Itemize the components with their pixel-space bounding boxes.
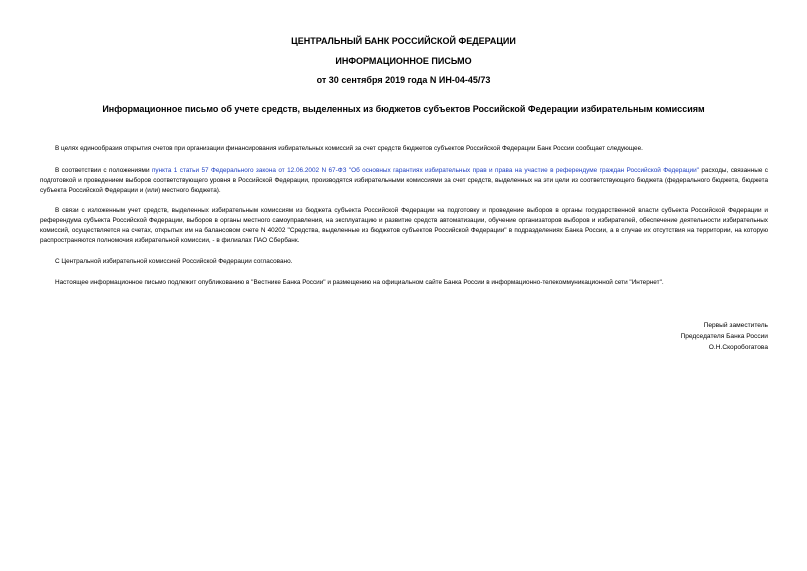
signatory-organization: Председателя Банка России [680,333,768,340]
paragraph-2-intro: В соответствии с положениями [55,167,152,174]
document-title: Информационное письмо об учете средств, выделенных из бюджетов субъектов Российской Федерации избирательным комиссиям [102,104,705,114]
paragraph-2 [40,166,768,196]
document-date-number: от 30 сентября 2019 года N ИН-04-45/73 [316,75,491,85]
paragraph-2-rest: расходы, связанные с подготовкой и проведением выборов соответствующего уровня в Российской Федерации, производятся избирательными комиссиями за счет средств, выделенных на эти цели из соответствующего бюджета (федерального бюджета, бюджета субъекта Российской Федерации и (или) местного бюджета). [40,167,768,194]
signatory-name: О.Н.Скоробогатова [708,344,768,351]
signatory-position: Первый заместитель [703,322,768,329]
paragraph-1: В целях единообразия открытия счетов при организации финансирования избирательных комиссий за счет средств бюджетов субъектов Российской Федерации Банк России сообщает следующее. [55,145,643,152]
issuer-heading: ЦЕНТРАЛЬНЫЙ БАНК РОССИЙСКОЙ ФЕДЕРАЦИИ [291,36,516,46]
paragraph-5: Настоящее информационное письмо подлежит опубликованию в "Вестнике Банка России" и размещению на официальном сайте Банка России в информационно-телекоммуникационной сети "Интернет". [55,279,664,286]
paragraph-3: В связи с изложенным учет средств, выделенных избирательным комиссиям из бюджета субъекта Российской Федерации на подготовку и проведение выборов в органы государственной власти субъекта Российской Федерации и референдума субъекта Российской Федерации, выборов в органы местного самоуправления, на эксплуатацию и развитие средств автоматизации, обучение организаторов выборов и избирателей, обеспечение деятельности избирательных комиссий, осуществляется на счетах, открытых им на балансовом счете N 40202 "Средства, выделенные из бюджетов субъектов Российской Федерации" в подразделениях Банка России, а в случае их отсутствия на территории, на которую распространяются полномочия избирательной комиссии, - в филиалах ПАО Сбербанк. [40,207,768,244]
law-reference-link[interactable]: пункта 1 статьи 57 Федерального закона от 12.06.2002 N 67-ФЗ "Об основных гарантиях избирательных прав и права на участие в референдуме граждан Российской Федерации" [151,167,699,174]
paragraph-4: С Центральной избирательной комиссией Российской Федерации согласовано. [55,258,293,265]
document-type-heading: ИНФОРМАЦИОННОЕ ПИСЬМО [335,56,472,66]
